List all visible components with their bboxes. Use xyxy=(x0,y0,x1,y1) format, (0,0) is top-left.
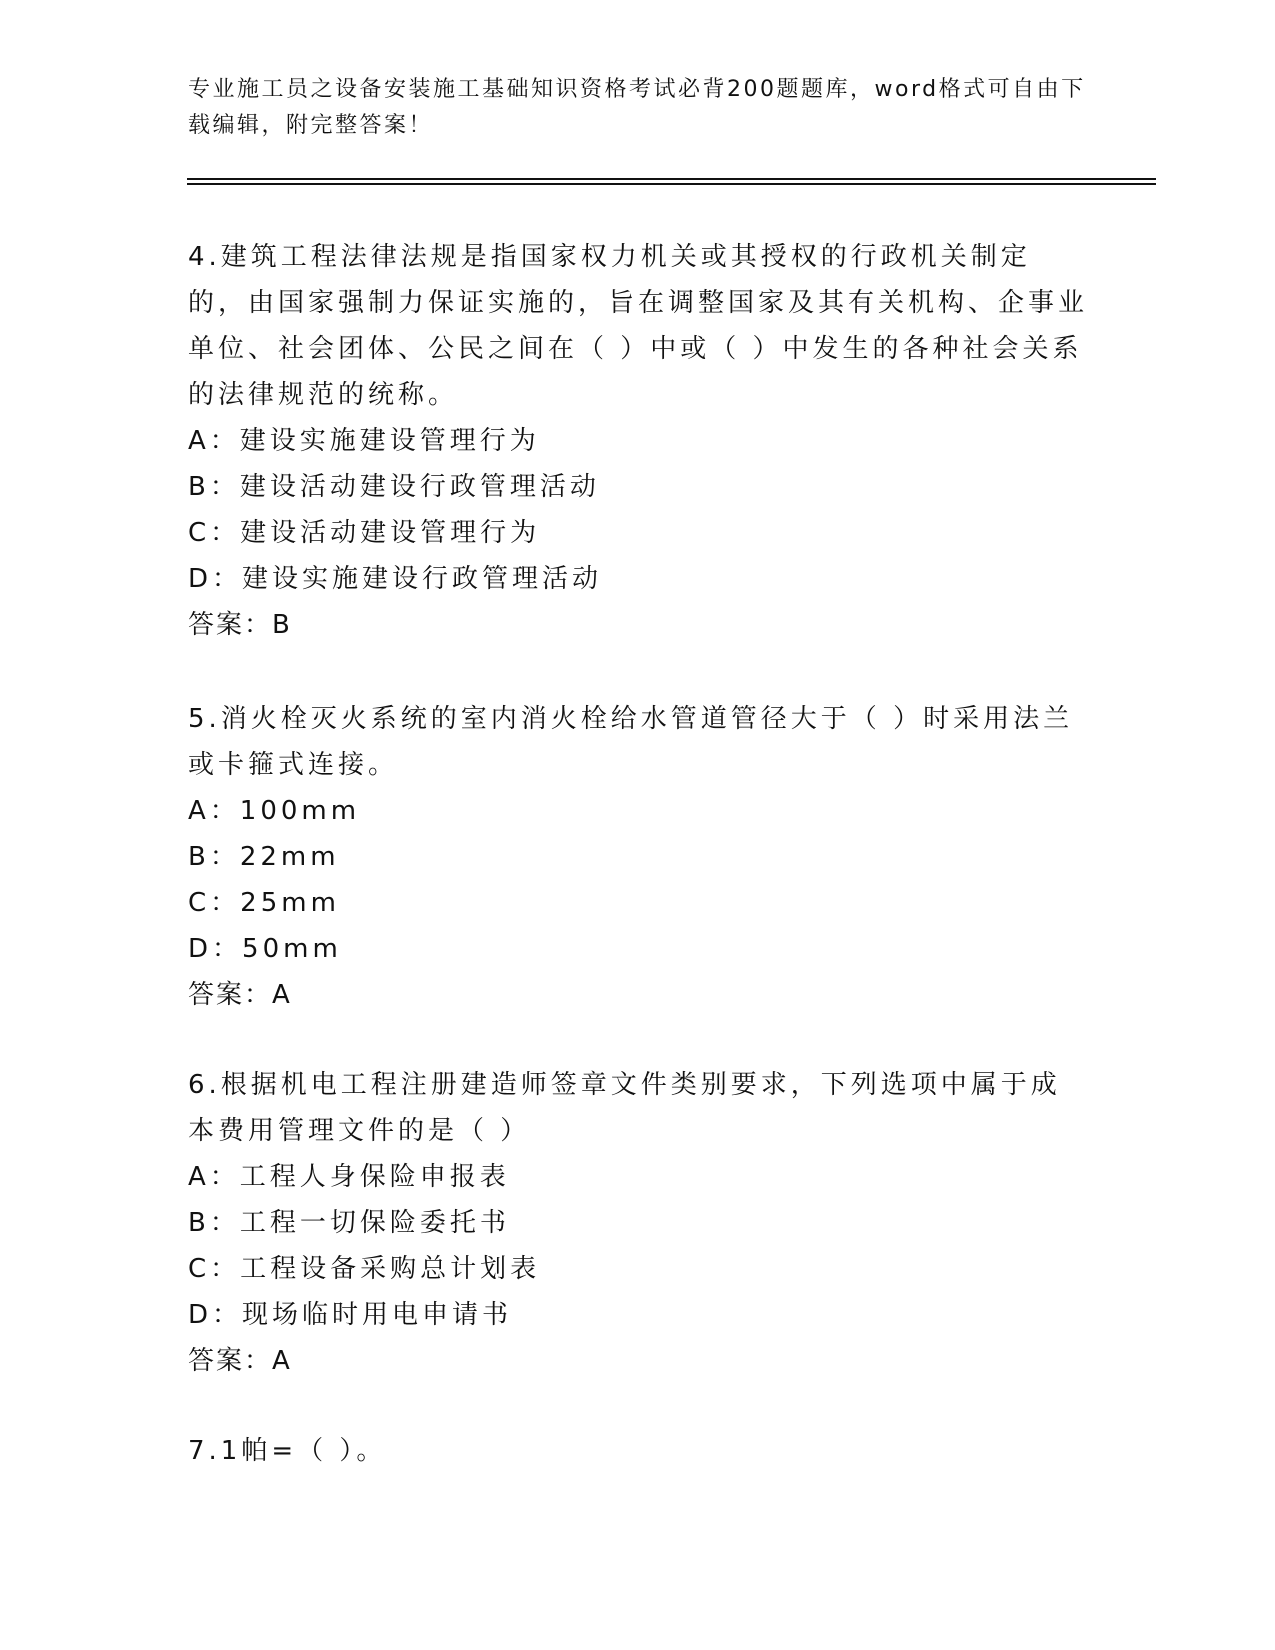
option-b xyxy=(188,834,1088,880)
question-5 xyxy=(188,696,1088,1018)
option-key: A： xyxy=(188,796,240,826)
option-d xyxy=(188,1292,1088,1338)
question-stem: 6.根据机电工程注册建造师签章文件类别要求，下列选项中属于成本费用管理文件的是（ ） xyxy=(188,1070,1061,1146)
question-7 xyxy=(188,1428,1088,1474)
option-d xyxy=(188,556,1088,602)
option-key: D： xyxy=(188,564,243,594)
question-stem: 7.1帕=（ ）。 xyxy=(188,1436,387,1466)
option-b xyxy=(188,1200,1088,1246)
header-divider-bottom xyxy=(187,183,1156,185)
option-c xyxy=(188,1246,1088,1292)
answer: 答案：B xyxy=(188,610,292,640)
option-c xyxy=(188,880,1088,926)
header-divider-top xyxy=(187,178,1156,180)
option-c xyxy=(188,510,1088,556)
question-6 xyxy=(188,1062,1088,1384)
option-a xyxy=(188,418,1088,464)
option-key: A： xyxy=(188,426,240,456)
question-stem: 5.消火栓灭火系统的室内消火栓给水管道管径大于（ ）时采用法兰或卡箍式连接。 xyxy=(188,704,1074,780)
option-text: 工程设备采购总计划表 xyxy=(240,1254,541,1284)
question-stem: 4.建筑工程法律法规是指国家权力机关或其授权的行政机关制定的，由国家强制力保证实施的，旨在调整国家及其有关机构、企事业单位、社会团体、公民之间在（ ）中或（ ）中发生的各种社会关系的法律规范的统称。 xyxy=(188,242,1089,410)
option-text: 建设活动建设管理行为 xyxy=(240,518,541,548)
option-key: D： xyxy=(188,934,243,964)
option-b xyxy=(188,464,1088,510)
option-text: 建设实施建设行政管理活动 xyxy=(242,564,603,594)
option-text: 现场临时用电申请书 xyxy=(242,1300,513,1330)
option-text: 50mm xyxy=(242,934,342,964)
option-key: D： xyxy=(188,1300,243,1330)
answer: 答案：A xyxy=(188,1346,292,1376)
option-a xyxy=(188,788,1088,834)
option-text: 100mm xyxy=(239,796,361,826)
option-text: 建设活动建设行政管理活动 xyxy=(239,472,600,502)
answer: 答案：A xyxy=(188,980,292,1010)
option-text: 工程一切保险委托书 xyxy=(239,1208,510,1238)
option-key: B： xyxy=(188,472,240,502)
option-key: C： xyxy=(188,1254,241,1284)
option-text: 25mm xyxy=(240,888,340,918)
option-key: C： xyxy=(188,518,241,548)
option-text: 22mm xyxy=(239,842,340,872)
option-key: B： xyxy=(188,842,240,872)
question-4 xyxy=(188,234,1088,648)
option-d xyxy=(188,926,1088,972)
document-header: 专业施工员之设备安装施工基础知识资格考试必背200题题库，word格式可自由下载编辑，附完整答案！ xyxy=(188,77,1086,138)
option-text: 工程人身保险申报表 xyxy=(239,1162,510,1192)
option-key: B： xyxy=(188,1208,240,1238)
option-a xyxy=(188,1154,1088,1200)
option-key: A： xyxy=(188,1162,240,1192)
option-text: 建设实施建设管理行为 xyxy=(239,426,540,456)
option-key: C： xyxy=(188,888,241,918)
